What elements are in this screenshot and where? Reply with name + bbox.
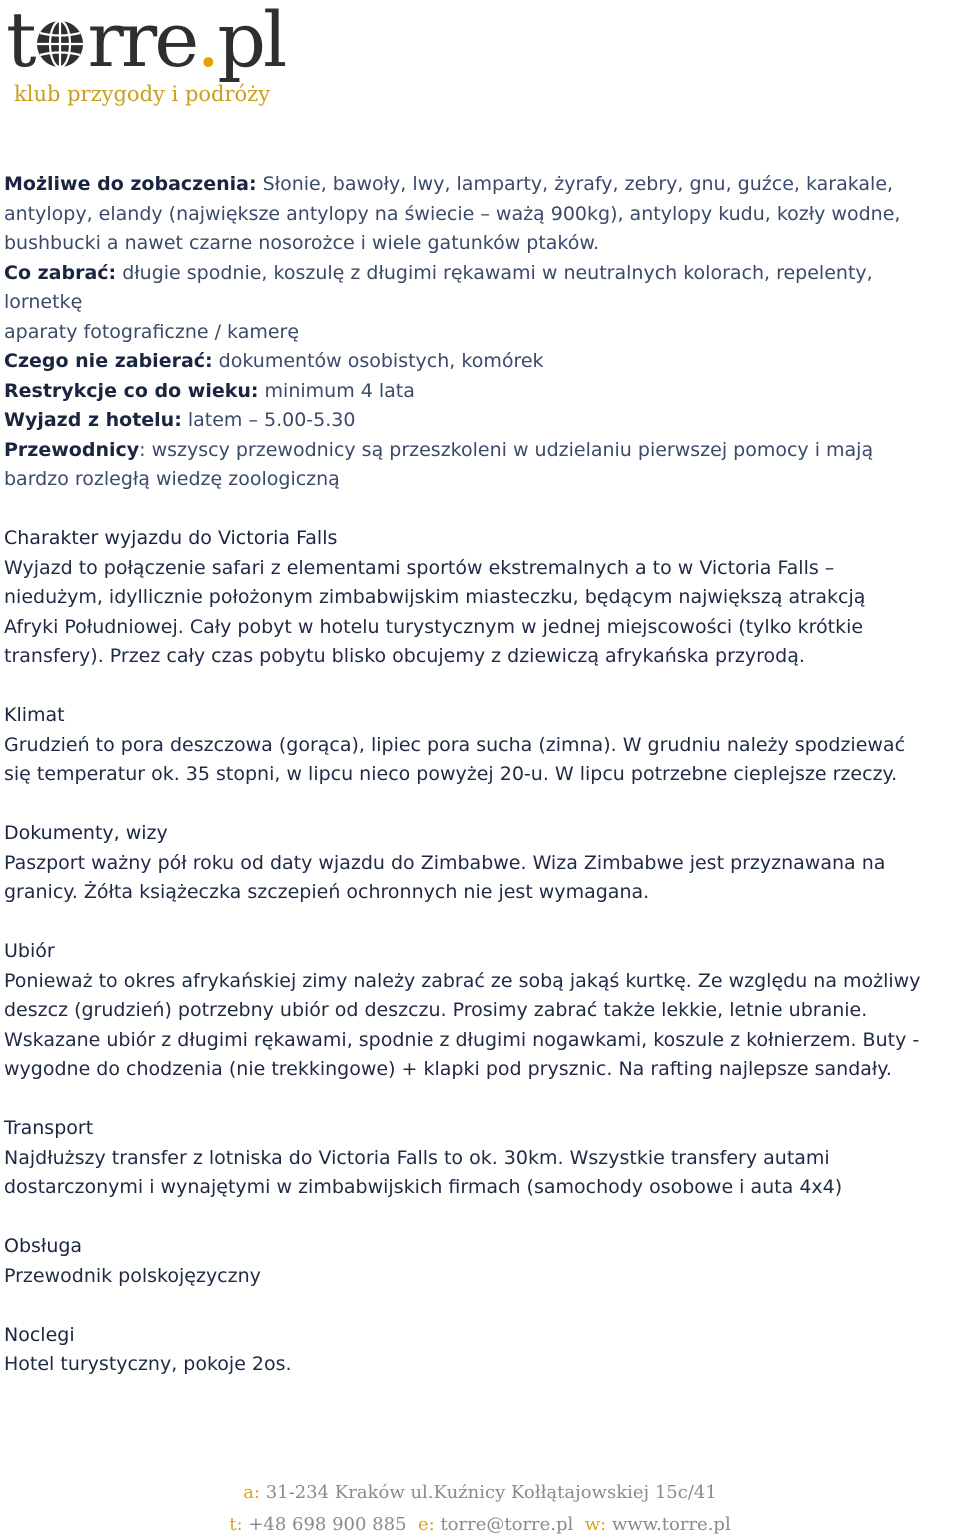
- info-label: Czego nie zabierać:: [4, 350, 213, 372]
- info-label: Możliwe do zobaczenia:: [4, 173, 257, 195]
- section-text-line: Grudzień to pora deszczowa (gorąca), lipiec pora sucha (zimna). W grudniu należy spodziewać: [4, 733, 906, 756]
- logo-part-rre: rre: [87, 0, 197, 84]
- section-text-line: Przewodnik polskojęzyczny: [4, 1264, 261, 1287]
- phone-key: t:: [229, 1514, 243, 1535]
- info-line: [4, 377, 954, 407]
- info-label: Przewodnicy: [4, 438, 140, 461]
- info-line: [4, 229, 954, 259]
- email-key: e:: [418, 1514, 435, 1535]
- section-text-line: transfery). Przez cały czas pobytu blisko obcujemy z dziewiczą afrykańska przyrodą.: [4, 645, 805, 667]
- phone-text: +48 698 900 885: [242, 1514, 407, 1535]
- info-text: : wszyscy przewodnicy są przeszkoleni w udzielaniu pierwszej pomocy i mają: [139, 438, 874, 461]
- info-label: Restrykcje co do wieku:: [4, 379, 259, 402]
- info-text: Słonie, bawoły, lwy, lamparty, żyrafy, zebry, gnu, guźce, karakale,: [256, 173, 894, 195]
- spacer: [4, 495, 954, 525]
- logo-wordmark: [6, 0, 285, 84]
- brand-logo: [6, 2, 336, 114]
- info-text: latem – 5.00-5.30: [181, 409, 356, 431]
- email-link[interactable]: torre@torre.pl: [434, 1514, 574, 1535]
- section-heading: Obsługa: [4, 1235, 83, 1257]
- info-text: lornetkę: [4, 291, 83, 313]
- logo-tagline: klub przygody i podróży: [14, 82, 271, 106]
- info-text: bushbucki a nawet czarne nosorożce i wiele gatunków ptaków.: [4, 232, 600, 254]
- section-text-line: dostarczonymi i wynajętymi w zimbabwijskich firmach (samochody osobowe i auta 4x4): [4, 1176, 843, 1198]
- info-line: [4, 170, 954, 200]
- web-key: w:: [584, 1514, 607, 1535]
- section-text-line: Ponieważ to okres afrykańskiej zimy należy zabrać ze sobą jakąś kurtkę. Ze względu na możliwy: [4, 969, 921, 992]
- info-line: [4, 436, 954, 466]
- info-text: antylopy, elandy (największe antylopy na świecie – ważą 900kg), antylopy kudu, kozły wodne,: [4, 202, 901, 225]
- globe-icon: [34, 18, 86, 70]
- spacer: [4, 1085, 954, 1115]
- section-text-line: Wyjazd to połączenie safari z elementami sportów ekstremalnych a to w Victoria Falls –: [4, 556, 835, 579]
- spacer: [4, 1291, 954, 1321]
- section-text-line: się temperatur ok. 35 stopni, w lipcu nieco powyżej 20-u. W lipcu potrzebne cieplejsze rzeczy.: [4, 763, 898, 785]
- info-text: minimum 4 lata: [258, 379, 415, 402]
- info-text: aparaty fotograficzne / kamerę: [4, 320, 300, 343]
- info-text: długie spodnie, koszulę z długimi rękawami w neutralnych kolorach, repelenty,: [116, 261, 873, 284]
- footer-contact: [0, 1514, 960, 1535]
- info-line: [4, 200, 954, 230]
- info-text: dokumentów osobistych, komórek: [212, 350, 544, 372]
- address-key: a:: [243, 1482, 260, 1503]
- section-text-line: Afryki Południowej. Cały pobyt w hotelu turystycznym w jednej miejscowości (tylko krótkie: [4, 615, 864, 638]
- section-heading: Ubiór: [4, 940, 55, 962]
- section-heading: Klimat: [4, 704, 65, 726]
- spacer: [4, 1203, 954, 1233]
- section-text-line: deszcz (grudzień) potrzebny ubiór od deszczu. Prosimy zabrać także lekkie, letnie ubranie.: [4, 999, 868, 1021]
- info-label: Co zabrać:: [4, 261, 117, 284]
- info-line: [4, 259, 954, 289]
- info-line: [4, 465, 954, 495]
- logo-part-t: t: [6, 0, 34, 84]
- section-heading: Charakter wyjazdu do Victoria Falls: [4, 527, 338, 549]
- section-text-line: Najdłuższy transfer z lotniska do Victoria Falls to ok. 30km. Wszystkie transfery autami: [4, 1146, 830, 1169]
- spacer: [4, 672, 954, 702]
- section-text-line: Hotel turystyczny, pokoje 2os.: [4, 1353, 292, 1375]
- logo-part-pl: pl: [217, 0, 285, 84]
- info-text: bardzo rozległą wiedzę zoologiczną: [4, 468, 340, 490]
- section-text-line: granicy. Żółta książeczka szczepień ochronnych nie jest wymagana.: [4, 881, 650, 903]
- website-link[interactable]: www.torre.pl: [606, 1514, 731, 1535]
- section-heading: Noclegi: [4, 1323, 75, 1346]
- document-body: [4, 170, 954, 1380]
- info-line: [4, 318, 954, 348]
- section-heading: Dokumenty, wizy: [4, 822, 168, 844]
- section-text-line: wygodne do chodzenia (nie trekkingowe) + klapki pod prysznic. Na rafting najlepsze sandały.: [4, 1058, 892, 1080]
- footer-address: [0, 1482, 960, 1503]
- section-heading: Transport: [4, 1117, 94, 1139]
- address-text: 31-234 Kraków ul.Kuźnicy Kołłątajowskiej 15c/41: [260, 1482, 717, 1503]
- spacer: [4, 908, 954, 938]
- section-text-line: Paszport ważny pół roku od daty wjazdu do Zimbabwe. Wiza Zimbabwe jest przyznawana na: [4, 851, 886, 874]
- info-line: [4, 288, 954, 318]
- info-line: [4, 406, 954, 436]
- info-line: [4, 347, 954, 377]
- section-text-line: Wskazane ubiór z długimi rękawami, spodnie z długimi nogawkami, koszule z kołnierzem. Buty -: [4, 1028, 920, 1051]
- section-text-line: niedużym, idyllicznie położonym zimbabwijskim miasteczku, będącym największą atrakcją: [4, 586, 866, 608]
- info-label: Wyjazd z hotelu:: [4, 409, 182, 431]
- logo-dot: .: [196, 0, 218, 84]
- spacer: [4, 790, 954, 820]
